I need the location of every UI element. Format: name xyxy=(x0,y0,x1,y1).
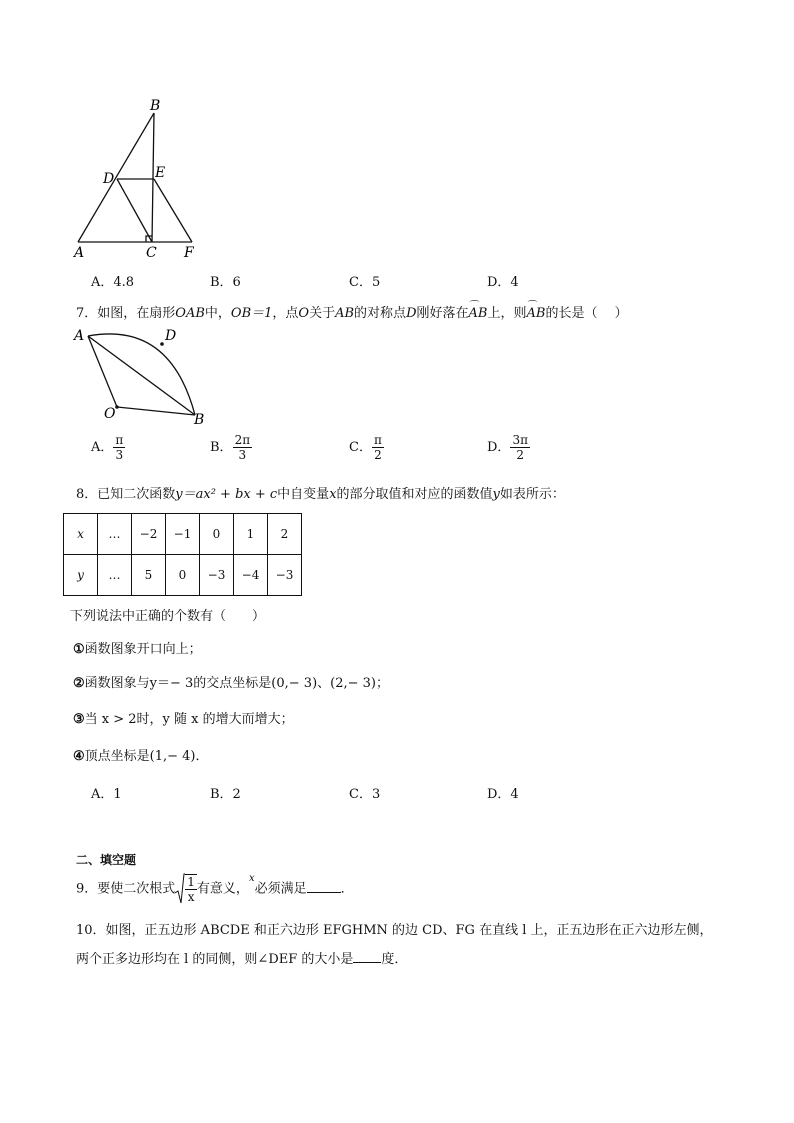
table-cell: 5 xyxy=(132,555,166,596)
segment-AB xyxy=(78,113,154,242)
section-title: 二、填空题 xyxy=(76,853,137,867)
segment-OB xyxy=(117,407,195,415)
segment-EF xyxy=(154,179,192,242)
q8-statement-2: ②函数图象与y＝− 3的交点坐标是(0,− 3)、(2,− 3)； xyxy=(73,676,389,691)
label-B: B xyxy=(150,98,161,114)
q8-prompt: 下列说法中正确的个数有（ ） xyxy=(70,609,266,624)
q10-line-2: 两个正多边形均在 l 的同侧，则∠DEF 的大小是 度． xyxy=(76,952,408,967)
table-cell: … xyxy=(98,555,132,596)
segment-DC xyxy=(117,179,152,242)
q7-stem: 7．如图，在扇形OAB中，OB＝1，点O关于AB的对称点D刚好落在⌒ AB上，则⌒ AB的长是（ ） xyxy=(76,302,628,321)
label-D: D xyxy=(103,171,115,187)
label-B: B xyxy=(194,412,205,426)
table-cell: −2 xyxy=(132,514,166,555)
q8-choice-b[interactable]: B．2 xyxy=(210,787,241,802)
table-cell: −3 xyxy=(200,555,234,596)
q9-stem: 9．要使二次根式 $\frac{1}{x}$ 有意义，$^x$必须满足 ． xyxy=(76,873,354,904)
label-E: E xyxy=(155,165,166,181)
label-O: O xyxy=(104,406,116,422)
answer-blank[interactable] xyxy=(307,882,341,893)
label-A: A xyxy=(74,245,85,260)
table-cell: 1 xyxy=(234,514,268,555)
q8-choice-d[interactable]: D．4 xyxy=(487,787,519,802)
q6-choice-a[interactable]: A．4.8 xyxy=(91,275,135,290)
q8-statement-4: ④顶点坐标是(1,− 4)． xyxy=(73,749,209,764)
label-C: C xyxy=(146,245,157,260)
q6-choice-b[interactable]: B．6 xyxy=(210,275,241,290)
q7-choice-b[interactable]: B． $\frac{2\pi}{3}$ xyxy=(210,433,251,462)
segment-BC xyxy=(152,113,154,242)
q6-figure xyxy=(72,95,202,260)
table-cell: −3 xyxy=(268,555,302,596)
q8-statement-3: ③当 x > 2时，y 随 x 的增大而增大； xyxy=(73,712,294,727)
fraction: $\frac{\pi}{2}$ xyxy=(373,433,382,462)
q7-choice-c[interactable]: C． $\frac{\pi}{2}$ xyxy=(349,433,382,462)
label-D: D xyxy=(165,328,177,344)
table-cell: 0 xyxy=(166,555,200,596)
q6-choice-d[interactable]: D．4 xyxy=(487,275,519,290)
label-F: F xyxy=(184,245,194,260)
point-D xyxy=(160,342,164,346)
sqrt-expression: $\frac{1}{x}$ xyxy=(175,873,197,905)
q7-choice-d[interactable]: D． $\frac{3\pi}{2}$ xyxy=(487,433,528,462)
table-cell: −4 xyxy=(234,555,268,596)
q8-stem: 8．已知二次函数y＝ax² + bx + c中自变量x的部分取值和对应的函数值y如表所示： xyxy=(76,487,565,502)
table-cell: x xyxy=(64,514,98,555)
q6-choice-c[interactable]: C．5 xyxy=(349,275,381,290)
fraction: $\frac{2\pi}{3}$ xyxy=(234,433,251,462)
q8-choice-a[interactable]: A．1 xyxy=(91,787,122,802)
point-O xyxy=(115,405,119,409)
table-cell: −1 xyxy=(166,514,200,555)
answer-blank[interactable] xyxy=(353,952,381,963)
fraction: $\frac{3\pi}{2}$ xyxy=(512,433,528,462)
q8-statement-1: ①函数图象开口向上； xyxy=(73,642,202,657)
table-row xyxy=(64,555,302,596)
table-cell: 2 xyxy=(268,514,302,555)
q8-choice-c[interactable]: C．3 xyxy=(349,787,381,802)
table-cell: y xyxy=(64,555,98,596)
table-cell: … xyxy=(98,514,132,555)
q7-choice-a[interactable]: A． $\frac{\pi}{3}$ xyxy=(91,433,124,462)
q10-line-1: 10．如图，正五边形 ABCDE 和正六边形 EFGHMN 的边 CD、FG 在直线 l 上，正五边形在正六边形左侧， xyxy=(76,923,713,938)
table-cell: 0 xyxy=(200,514,234,555)
q7-figure xyxy=(70,326,210,426)
table-row xyxy=(64,514,302,555)
label-A: A xyxy=(74,328,85,344)
value-table xyxy=(63,513,302,596)
fraction: $\frac{\pi}{3}$ xyxy=(115,433,124,462)
